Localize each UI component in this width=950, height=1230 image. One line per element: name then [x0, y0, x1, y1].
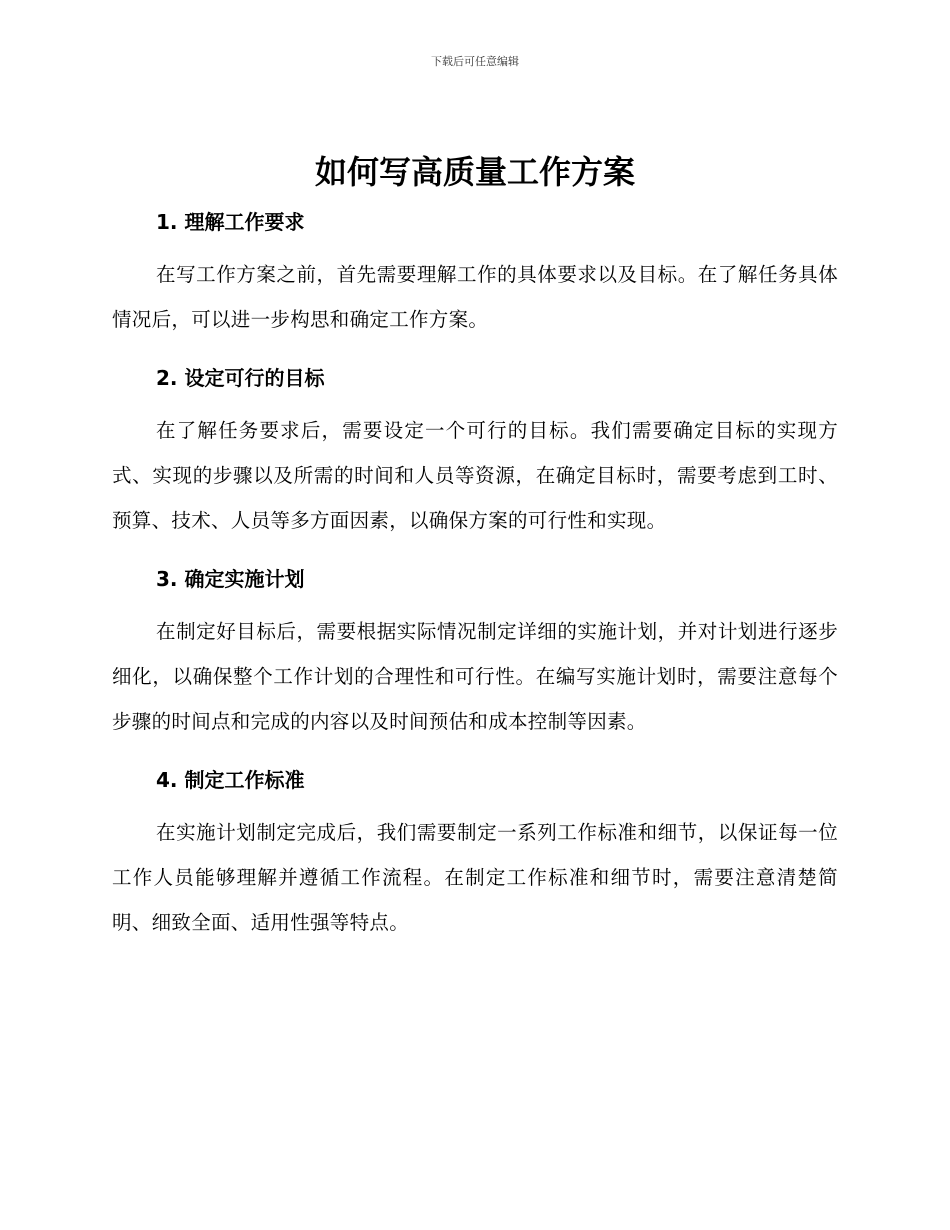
section-heading: 3. 确定实施计划 — [156, 567, 305, 591]
section-1 — [112, 204, 838, 342]
section-body: 在了解任务要求后，需要设定一个可行的目标。我们需要确定目标的实现方式、实现的步骤以及所需的时间和人员等资源，在确定目标时，需要考虑到工时、预算、技术、人员等多方面因素，以确保方案的可行性和实现。 — [112, 419, 838, 532]
document-content — [112, 204, 838, 963]
section-body: 在写工作方案之前，首先需要理解工作的具体要求以及目标。在了解任务具体情况后，可以进一步构思和确定工作方案。 — [112, 263, 838, 331]
section-body: 在制定好目标后，需要根据实际情况制定详细的实施计划，并对计划进行逐步细化，以确保整个工作计划的合理性和可行性。在编写实施计划时，需要注意每个步骤的时间点和完成的内容以及时间预估和成本控制等因素。 — [112, 620, 838, 733]
section-3 — [112, 561, 838, 744]
header-note: 下载后可任意编辑 — [431, 55, 519, 68]
section-2 — [112, 360, 838, 543]
section-heading: 1. 理解工作要求 — [156, 210, 305, 234]
section-heading: 2. 设定可行的目标 — [156, 366, 325, 390]
section-4 — [112, 762, 838, 945]
document-title: 如何写高质量工作方案 — [314, 153, 635, 191]
section-heading: 4. 制定工作标准 — [156, 768, 305, 792]
section-body: 在实施计划制定完成后，我们需要制定一系列工作标准和细节，以保证每一位工作人员能够理解并遵循工作流程。在制定工作标准和细节时，需要注意清楚简明、细致全面、适用性强等特点。 — [112, 821, 838, 934]
